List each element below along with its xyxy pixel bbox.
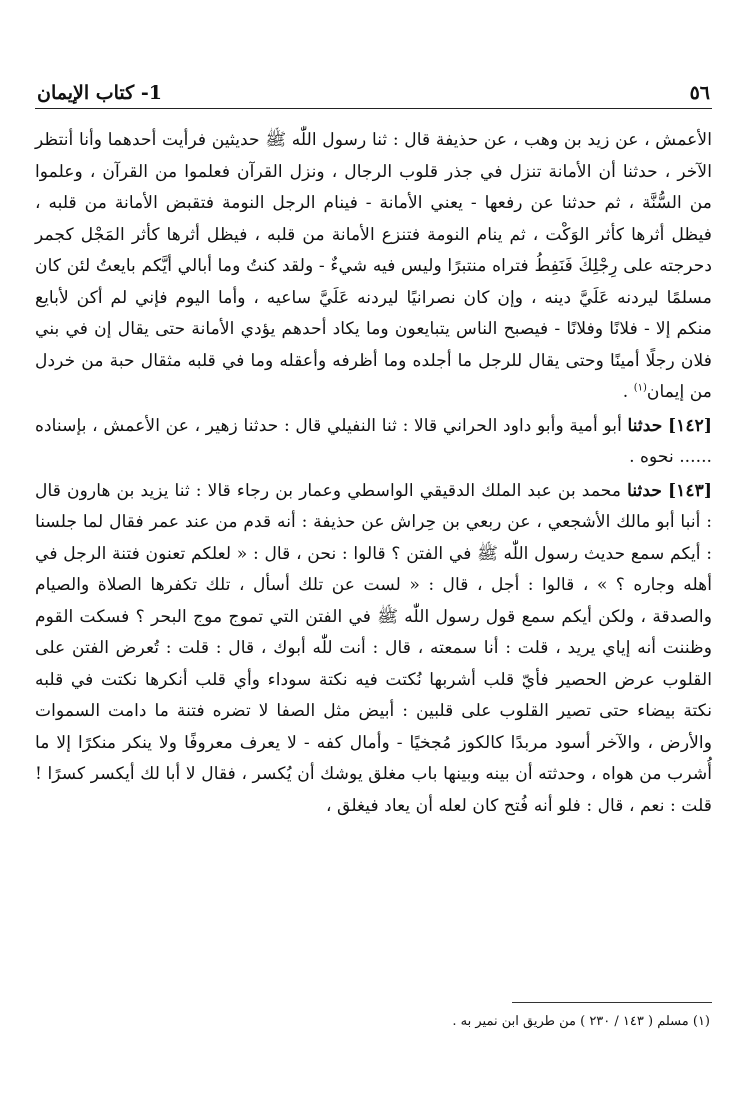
paragraph-hadith-142 bbox=[35, 411, 712, 474]
chapter-title: 1- كتاب الإيمان bbox=[37, 82, 162, 104]
paragraph-hadith-143 bbox=[35, 476, 712, 823]
page-body bbox=[35, 125, 712, 822]
footnote: (١) مسلم ( ١٤٣ / ٢٣٠ ) من طريق ابن نمير به . bbox=[452, 1014, 710, 1029]
hadith-number: [١٤٣] bbox=[668, 480, 712, 501]
footnote-divider bbox=[512, 1002, 712, 1003]
paragraph-text: أبو أمية وأبو داود الحراني قالا : ثنا النفيلي قال : حدثنا زهير ، عن الأعمش ، بإسناده ...... نحوه . bbox=[35, 415, 712, 467]
hadith-keyword: حدثنا bbox=[627, 415, 663, 436]
footnote-reference: (١) bbox=[633, 382, 647, 394]
paragraph-text: محمد بن عبد الملك الدقيقي الواسطي وعمار بن رجاء قالا : ثنا يزيد بن هارون قال : أنبا أبو مالك الأشجعي ، عن ربعي بن حِراش عن حذيفة : أنه قدم من عند عمر فقال لما جلسنا : أيكم سمع حديث رسول اللّٰه ﷺ في الفتن ؟ قالوا : نحن ، قال : « لعلكم تعنون فتنة الرجل في أهله وجاره ؟ » ، قالوا : أجل ، قال : « لست عن تلك أسأل ، تلك تكفرها الصلاة والصيام والصدقة ، ولكن أيكم سمع قول رسول اللّٰه ﷺ في الفتن التي تموج موج البحر ؟ فسكت القوم وظننت أنه إياي يريد ، قلت : أنا سمعته ، قال : أنت للّٰه أبوك ، قال : قلت : تُعرض الفتن على القلوب عرض الحصير فأيّ قلب أشربها نُكتت فيه نكتة سوداء وأي قلب أنكرها نكتت في قلبه نكتة بيضاء حتى تصير القلوب على قلبين : أبيض مثل الصفا لا تضره فتنة ما دامت السموات والأرض ، والآخر أسود مربدًا كالكوز مُجخيًا - وأمال كفه - لا يعرف معروفًا ولا ينكر منكرًا إلا ما أُشرب من هواه ، وحدثته أن بينه وبينها باب مغلق يوشك أن يُكسر ، فقال لا أبا لك أيكسر كسرًا ! قلت : نعم ، قال : فلو أنه فُتح كان لعله أن يعاد فيغلق ، bbox=[35, 480, 712, 816]
paragraph-end: . bbox=[622, 382, 634, 402]
hadith-number: [١٤٢] bbox=[668, 415, 712, 436]
paragraph-hadith-141-continuation bbox=[35, 125, 712, 409]
paragraph-text: الأعمش ، عن زيد بن وهب ، عن حذيفة قال : ثنا رسول اللّٰه ﷺ حديثين فرأيت أحدهما وأنا أنتظر الآخر ، حدثنا أن الأمانة تنزل في جذر قلوب الرجال ، ونزل القرآن فعلموا من القرآن ، وعلموا من السُّنَّة ، ثم حدثنا عن رفعها - يعني الأمانة - فينام الرجل النومة فتقبض الأمانة من قلبه ، فيظل أثرها كأثر الوَكْت ، ثم ينام النومة فتنزع الأمانة من قلبه ، فيظل أثرها كأثر المَجْل كجمر دحرجته على رِجْلِكَ فَنَفِطُ فتراه منتبرًا وليس فيه شيءٌ - ولقد كنتُ وما أبالي أيَّكم بايعتُ لئن كان مسلمًا ليردنه عَلَيَّ دينه ، وإن كان نصرانيًا ليردنه عَلَيَّ ساعيه ، وأما اليوم فإني لم أكن لأبايع منكم إلا - فلانًا وفلانًا - فيصبح الناس يتبايعون وما يكاد أحدهم يؤدي الأمانة حتى يقال إن في بني فلان رجلًا أمينًا وحتى يقال للرجل ما أجلده وما أظرفه وأعقله وما في قلبه مثقال حبة من خردل من إيمان bbox=[35, 130, 712, 402]
page-header bbox=[35, 70, 712, 109]
hadith-keyword: حدثنا bbox=[627, 480, 662, 501]
page-number: ٥٦ bbox=[689, 82, 710, 104]
